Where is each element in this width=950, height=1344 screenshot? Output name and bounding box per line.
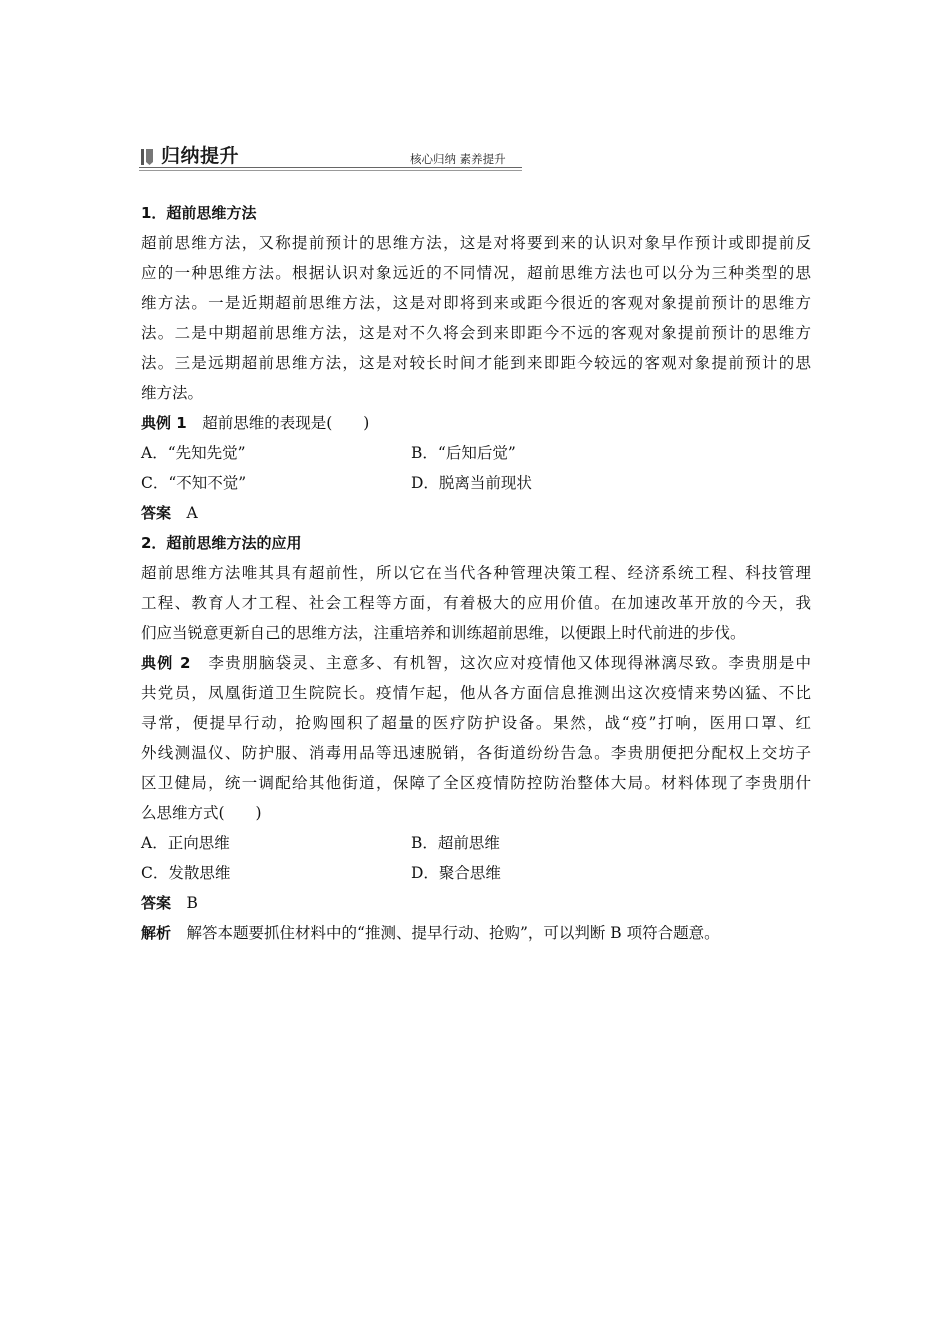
example2-question-line: 么思维方式( ) [141, 804, 262, 822]
example1-answer [141, 498, 811, 528]
example2-question-line [141, 648, 811, 678]
example2-analysis-text: 解答本题要抓住材料中的“推测、提早行动、抢购”，可以判断 B 项符合题意。 [186, 924, 720, 942]
section2-paragraph-line: 工程、教育人才工程、社会工程等方面，有着极大的应用价值。在加速改革开放的今天，我 [141, 594, 811, 612]
section2-paragraph-line: 超前思维方法唯其具有超前性，所以它在当代各种管理决策工程、经济系统工程、科技管理 [141, 564, 811, 582]
example1-question-text: 超前思维的表现是( ) [202, 414, 370, 432]
example2-options-row [141, 828, 811, 858]
example1-answer-value: A [186, 504, 198, 522]
example1-option-c: C．“不知不觉” [141, 474, 247, 492]
example2-label: 典例 2 [141, 654, 191, 672]
section2-paragraph-line: 们应当锐意更新自己的思维方法，注重培养和训练超前思维，以便跟上时代前进的步伐。 [141, 624, 746, 642]
example1-answer-label: 答案 [141, 504, 172, 522]
example2-question-line: 区卫健局，统一调配给其他街道，保障了全区疫情防控防治整体大局。材料体现了李贵朋什 [141, 774, 811, 792]
content-body [141, 198, 811, 948]
example2-option-c: C．发散思维 [141, 864, 231, 882]
example1-label: 典例 1 [141, 414, 187, 432]
example1-question [141, 408, 811, 438]
example2-question-line: 外线测温仪、防护服、消毒用品等迅速脱销，各街道纷纷告急。李贵朋便把分配权上交坊子 [141, 744, 811, 762]
example2-answer-label: 答案 [141, 894, 172, 912]
example2-answer [141, 888, 811, 918]
example2-question-line: 寻常，便提早行动，抢购囤积了超量的医疗防护设备。果然，战“疫”打响，医用口罩、红 [141, 714, 811, 732]
section1-paragraph-line: 超前思维方法，又称提前预计的思维方法，这是对将要到来的认识对象早作预计或即提前反 [141, 234, 811, 252]
banner-marker-icon [141, 149, 153, 165]
example1-option-d: D．脱离当前现状 [411, 474, 532, 492]
example2-option-a: A．正向思维 [141, 834, 230, 852]
section-subtitle: 核心归纳 素养提升 [410, 152, 506, 166]
example2-answer-value: B [186, 894, 198, 912]
section1-paragraph-line: 维方法。一是近期超前思维方法，这是对即将到来或距今很近的客观对象提前预计的思维方 [141, 294, 811, 312]
example1-option-b: B．“后知后觉” [411, 444, 516, 462]
section1-paragraph-line: 维方法。 [141, 384, 204, 402]
section-banner [139, 143, 522, 171]
example2-option-d: D．聚合思维 [411, 864, 501, 882]
example1-option-a: A．“先知先觉” [141, 444, 246, 462]
section1-heading: 1．超前思维方法 [141, 204, 257, 222]
example2-question-line: 共党员，凤凰街道卫生院院长。疫情乍起，他从各方面信息推测出这次疫情来势凶猛、不比 [141, 684, 811, 702]
example2-options-row [141, 858, 811, 888]
section1-paragraph-line: 法。二是中期超前思维方法，这是对不久将会到来即距今不远的客观对象提前预计的思维方 [141, 324, 811, 342]
banner-divider [139, 167, 522, 168]
section-title: 归纳提升 [161, 145, 240, 167]
section1-paragraph-line: 法。三是远期超前思维方法，这是对较长时间才能到来即距今较远的客观对象提前预计的思 [141, 354, 811, 372]
example1-options-row [141, 438, 811, 468]
section1-paragraph-line: 应的一种思维方法。根据认识对象远近的不同情况，超前思维方法也可以分为三种类型的思 [141, 264, 811, 282]
example1-options-row [141, 468, 811, 498]
example2-question-text: 李贵朋脑袋灵、主意多、有机智，这次应对疫情他又体现得淋漓尽致。李贵朋是中 [208, 654, 811, 672]
banner-divider-secondary [139, 170, 522, 171]
example2-option-b: B．超前思维 [411, 834, 500, 852]
example2-analysis-label: 解析 [141, 924, 172, 942]
example2-analysis [141, 918, 811, 948]
section2-heading: 2．超前思维方法的应用 [141, 534, 302, 552]
